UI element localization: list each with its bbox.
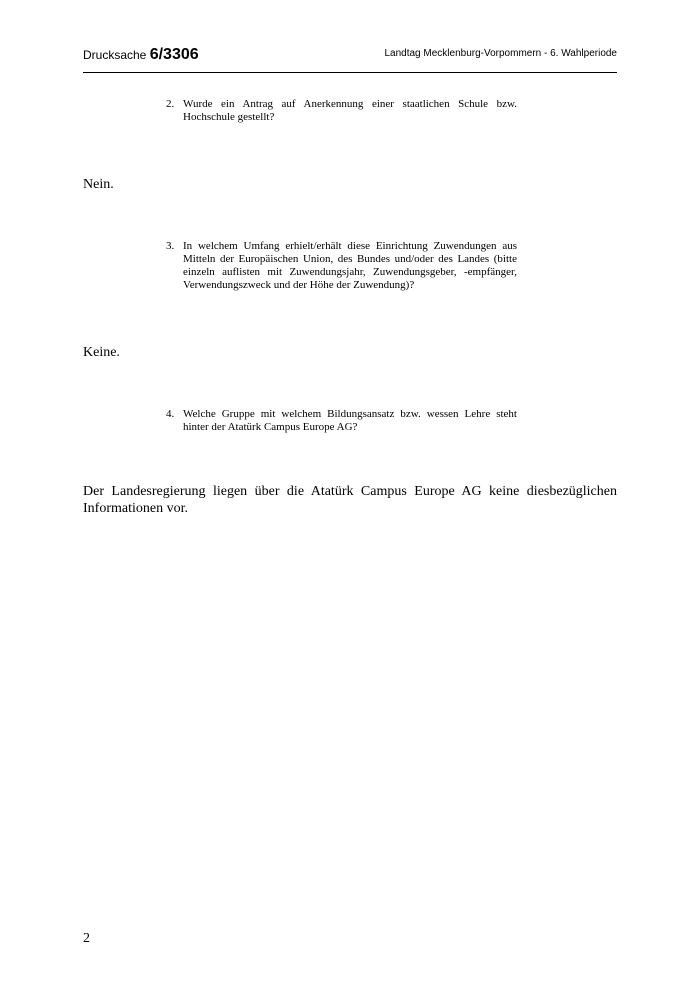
- question-text: In welchem Umfang erhielt/erhält diese Einrichtung Zuwendungen aus Mitteln der Europäischen Union, des Bundes und/oder des Landes (bitte einzeln auflisten mit Zuwendungsjahr, Zuwendungsgeber, -empfänger, Verwendungszweck und der Höhe der Zuwendung)?: [183, 240, 517, 291]
- question-4: [166, 408, 517, 434]
- answer-3: Keine.: [83, 345, 120, 360]
- question-text: Wurde ein Antrag auf Anerkennung einer staatlichen Schule bzw. Hochschule gestellt?: [183, 98, 517, 123]
- page-header: [83, 40, 617, 73]
- answer-2: Nein.: [83, 177, 114, 192]
- parliament-period: Landtag Mecklenburg-Vorpommern - 6. Wahlperiode: [384, 48, 617, 59]
- document-number-label: Drucksache: [83, 48, 150, 62]
- question-2: [166, 98, 517, 124]
- question-number: 3.: [166, 240, 175, 252]
- question-3: [166, 240, 517, 292]
- question-text: Welche Gruppe mit welchem Bildungsansatz bzw. wessen Lehre steht hinter der Atatürk Campus Europe AG?: [183, 408, 517, 433]
- question-number: 4.: [166, 408, 175, 420]
- question-number: 2.: [166, 98, 175, 110]
- document-number-value: 6/3306: [149, 46, 199, 63]
- page-number: 2: [83, 931, 90, 946]
- answer-4: Der Landesregierung liegen über die Atatürk Campus Europe AG keine diesbezüglichen Informationen vor.: [83, 484, 617, 516]
- document-number: [83, 46, 199, 64]
